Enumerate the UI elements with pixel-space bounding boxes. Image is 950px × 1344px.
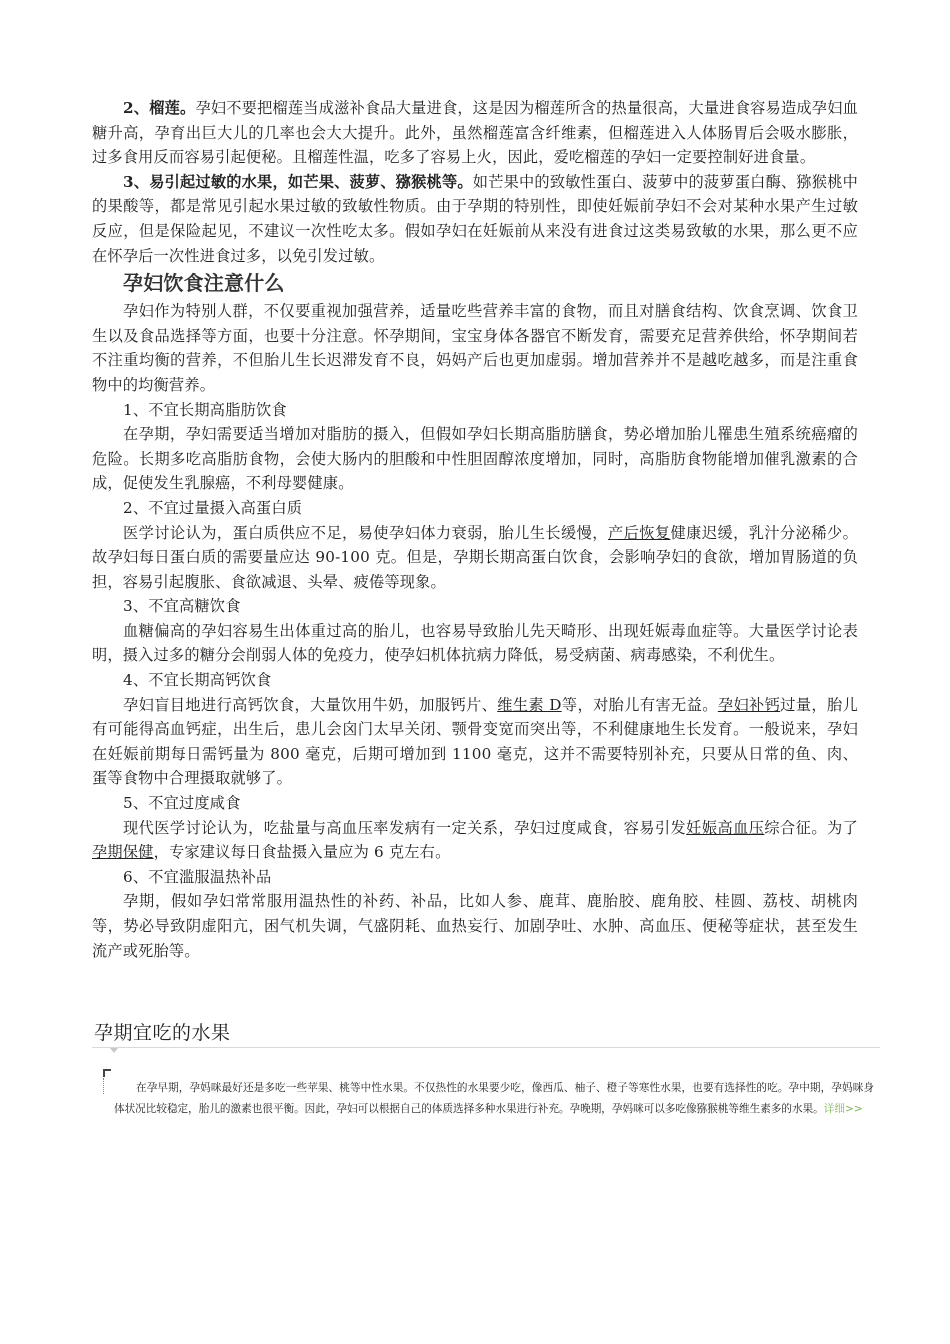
item-title-4: 4、不宜长期高钙饮食 [123,671,272,690]
item-text-4 [92,693,858,791]
corner-bracket-icon [103,1069,111,1077]
item5-text-b: 综合征。为了 [764,818,858,837]
fruit-box-title: 孕期宜吃的水果 [94,1022,231,1044]
section-title: 孕妇饮食注意什么 [123,271,285,296]
durian-heading: 2、榴莲。 [123,99,196,117]
details-link[interactable]: 详细>> [823,1102,863,1115]
paragraph-allergy [92,170,858,268]
allergy-text: 如芒果中的致敏性蛋白、菠萝中的菠萝蛋白酶、猕猴桃中的果酸等，都是常见引起水果过敏的致敏性物质。由于孕期的特别性，即使妊娠前孕妇不会对某种水果产生过敏反应，但是保险起见，不建议一次性吃太多。假如孕妇在妊娠前从来没有进食过这类易致敏的水果，那么更不应在怀孕后一次性进食过多，以免引发过敏。 [92,172,859,265]
vitamin-d-link[interactable]: 维生素 D [497,695,562,714]
pregnancy-hypertension-link[interactable]: 妊娠高血压 [686,818,765,837]
pregnancy-care-link[interactable]: 孕期保健 [92,843,154,862]
item4-text-b: 等，对胎儿有害无益。 [561,695,718,714]
item5-text-a: 现代医学讨论认为，吃盐量与高血压率发病有一定关系，孕妇过度咸食，容易引发 [123,818,687,837]
calcium-supplement-link[interactable]: 孕妇补钙 [717,695,781,714]
allergy-heading: 3、易引起过敏的水果，如芒果、菠萝、猕猴桃等。 [123,172,473,191]
caret-down-icon [110,1048,118,1053]
item-text-2 [92,521,858,595]
paragraph-durian [92,96,858,170]
fruit-box-summary [114,1078,874,1119]
fruit-box-divider [92,1047,880,1048]
item-text-1: 在孕期，孕妇需要适当增加对脂肪的摄入，但假如孕妇长期高脂肪膳食，势必增加胎儿罹患生殖系统癌瘤的危险。长期多吃高脂肪食物，会使大肠内的胆酸和中性胆固醇浓度增加，同时，高脂肪食物能增加催乳激素的合成，促使发生乳腺癌，不利母婴健康。 [92,425,858,493]
item-title-5: 5、不宜过度咸食 [123,794,241,813]
item-title-3: 3、不宜高糖饮食 [123,597,241,616]
section-intro: 孕妇作为特别人群，不仅要重视加强营养，适量吃些营养丰富的食物，而且对膳食结构、饮食烹调、饮食卫生以及食品选择等方面，也要十分注意。怀孕期间，宝宝身体各器官不断发育，需要充足营养供给，怀孕期间若不注重均衡的营养，不但胎儿生长迟滞发育不良，妈妈产后也更加虚弱。增加营养并不是越吃越多，而是注重食物中的均衡营养。 [92,302,858,394]
item2-text-a: 医学讨论认为，蛋白质供应不足，易使孕妇体力衰弱，胎儿生长缓慢， [123,523,608,542]
item-title-6: 6、不宜滥服温热补品 [123,867,272,886]
article-body [92,96,858,963]
item-title-2: 2、不宜过量摄入高蛋白质 [123,498,303,517]
item4-text-c: 过量，胎儿有可能得高血钙症，出生后，患儿会囟门太早关闭、颚骨变宽而突出等，不利健康地生长发育。一般说来，孕妇在妊娠前期每日需钙量为 800 毫克，后期可增加到 1100 毫克，这并不需要特别补充，只要从日常的鱼、肉、蛋等食物中合理摄取就够了。 [92,695,859,788]
dotted-divider [103,1078,104,1094]
item-text-3: 血糖偏高的孕妇容易生出体重过高的胎儿，也容易导致胎儿先天畸形、出现妊娠毒血症等。大量医学讨论表明，摄入过多的糖分会削弱人体的免疫力，使孕妇机体抗病力降低，易受病菌、病毒感染，不利优生。 [92,621,858,665]
item-text-5 [92,816,858,865]
durian-text: 孕妇不要把榴莲当成滋补食品大量进食，这是因为榴莲所含的热量很高，大量进食容易造成孕妇血糖升高，孕育出巨大儿的几率也会大大提升。此外，虽然榴莲富含纤维素，但榴莲进入人体肠胃后会吸水膨胀，过多食用反而容易引起便秘。且榴莲性温，吃多了容易上火，因此，爱吃榴莲的孕妇一定要控制好进食量。 [92,99,858,167]
postpartum-recovery-link[interactable]: 产后恢复 [607,523,671,542]
item4-text-a: 孕妇盲目地进行高钙饮食，大量饮用牛奶，加服钙片、 [123,695,498,714]
item-text-6: 孕期，假如孕妇常常服用温热性的补药、补品，比如人参、鹿茸、鹿胎胶、鹿角胶、桂圆、荔枝、胡桃肉等，势必导致阴虚阳亢，困气机失调，气盛阴耗、血热妄行、加剧孕吐、水肿、高血压、便秘等症状，甚至发生流产或死胎等。 [92,892,858,960]
fruit-summary-text: 在孕早期，孕妈咪最好还是多吃一些苹果、桃等中性水果。不仅热性的水果要少吃，像西瓜、柚子、橙子等寒性水果，也要有选择性的吃。孕中期，孕妈咪身体状况比较稳定，胎儿的激素也很平衡。因此，孕妇可以根据自己的体质选择多种水果进行补充。孕晚期，孕妈咪可以多吃像猕猴桃等维生素多的水果。 [114,1082,874,1115]
item5-text-c: ，专家建议每日食盐摄入量应为 6 克左右。 [153,843,451,862]
item2-text-b: 健康迟缓，乳汁分泌稀少。故孕妇每日蛋白质的需要量应达 90-100 克。但是，孕期长期高蛋白饮食，会影响孕妇的食欲，增加胃肠道的负担，容易引起腹胀、食欲减退、头晕、疲倦等现象。 [92,523,858,591]
item-title-1: 1、不宜长期高脂肪饮食 [123,400,287,419]
